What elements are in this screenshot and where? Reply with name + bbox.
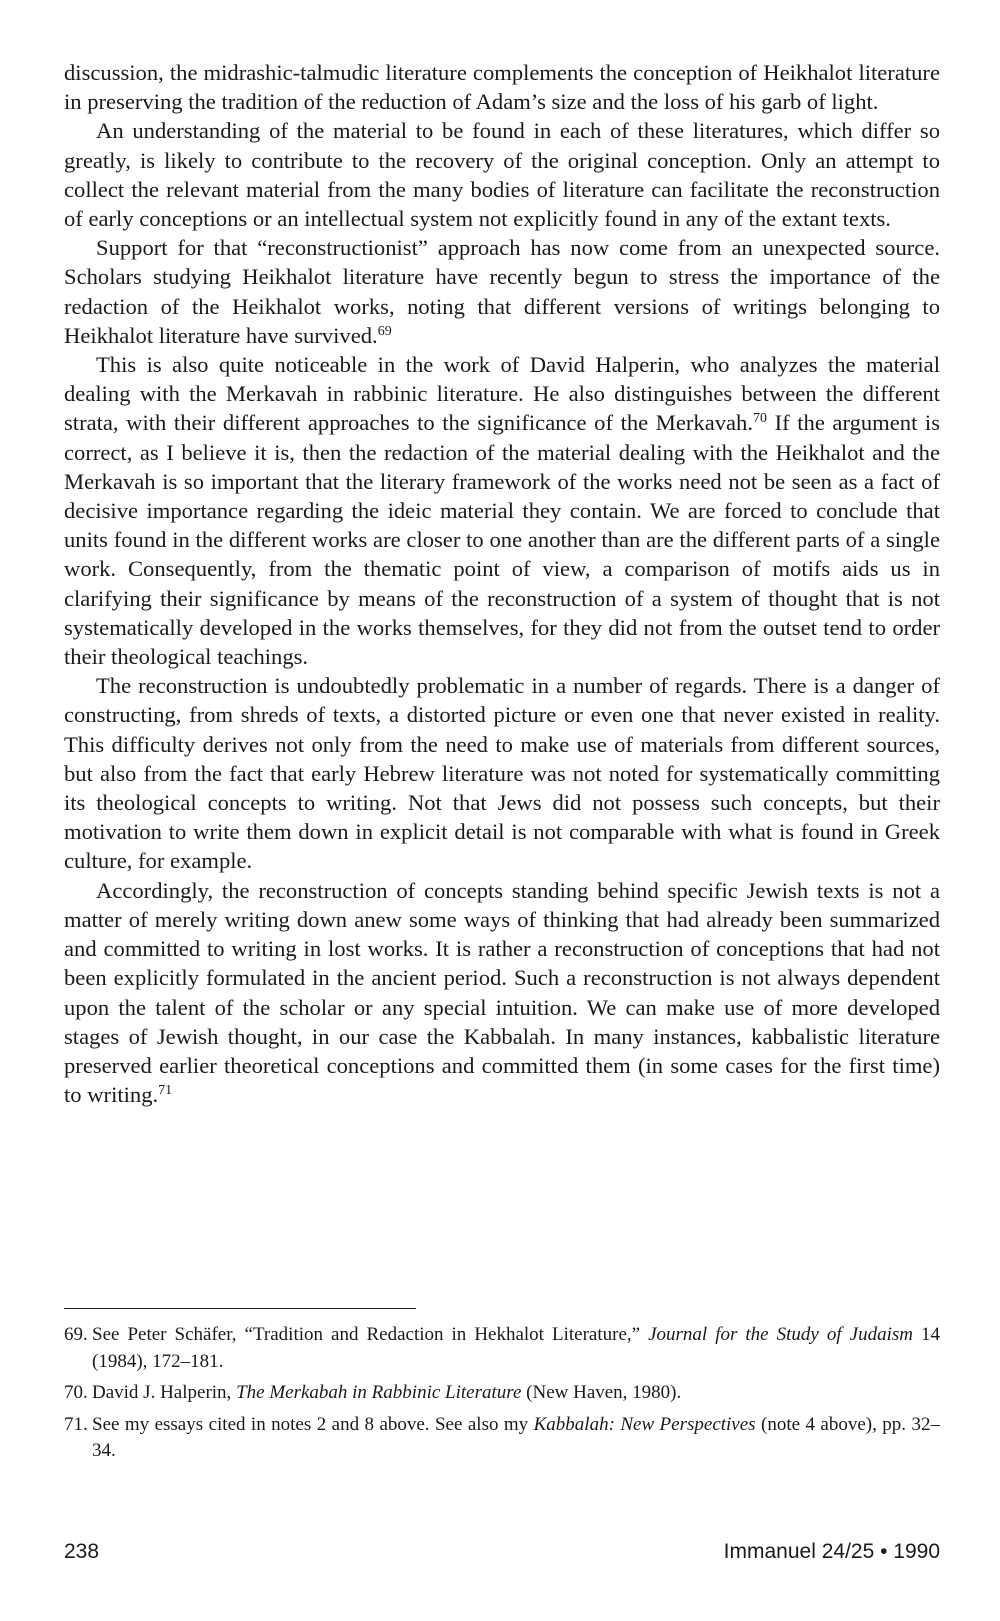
paragraph-text: discussion, the midrashic-talmudic literature complements the conception of Heikhalot literature in preserving the tradition of the reduction of Adam’s size and the loss of his garb of light. <box>64 60 940 115</box>
footnote-number: 69. <box>64 1324 88 1345</box>
footnote-text <box>92 1380 940 1407</box>
paragraph-text: The reconstruction is undoubtedly problematic in a number of regards. There is a danger of constructing, from shreds of texts, a distorted picture or even one that never existed in reality. This difficulty derives not only from the need to make use of materials from different sources, but also from the fact that early Hebrew literature was not noted for systematically committing its theological concepts to writing. Not that Jews did not possess such concepts, but their motivation to write them down in explicit detail is not comparable with what is found in Greek culture, for example. <box>64 673 940 874</box>
paragraph-3 <box>64 233 940 350</box>
footnote-ref-69[interactable]: 69 <box>377 323 392 339</box>
footnote-number: 71. <box>64 1413 88 1435</box>
paragraph-text: Accordingly, the reconstruction of concepts standing behind specific Jewish texts is not a matter of merely writing down anew some ways of thinking that had already been summarized and committed to writing in lost works. It is rather a reconstruction of conceptions that had not been explicitly formulated in the ancient period. Such a reconstruction is not always dependent upon the talent of the scholar or any special intuition. We can make use of more developed stages of Jewish thought, in our case the Kabbalah. In many instances, kabbalistic literature preserved earlier theoretical conceptions and committed them (in some cases for the first time) to writing. <box>64 877 940 1108</box>
footnote-text <box>92 1412 940 1465</box>
paragraph-text: An understanding of the material to be found in each of these literatures, which differ so greatly, is likely to contribute to the recovery of the original conception. Only an attempt to collect the relevant material from the many bodies of literature can facilitate the reconstruction of early conceptions or an intellectual system not explicitly found in any of the extant texts. <box>64 118 940 232</box>
paragraph-4 <box>64 350 940 671</box>
page-number: 238 <box>64 1540 100 1563</box>
footnote-part: (New Haven, 1980). <box>521 1382 682 1403</box>
footnotes <box>64 1322 940 1470</box>
paragraph-5 <box>64 671 940 875</box>
footnote-title: Journal for the Study of Judaism <box>648 1324 913 1345</box>
paragraph-text: Support for that “reconstructionist” approach has now come from an unexpected source. Scholars studying Heikhalot literature have recently begun to stress the importance of the redaction of the Heikhalot works, noting that different versions of writings belonging to Heikhalot literature have survived. <box>64 235 940 348</box>
footnote-ref-70[interactable]: 70 <box>753 411 768 427</box>
paragraph-1 <box>64 58 940 116</box>
paragraph-text-continued: If the argument is correct, as I believe it is, then the redaction of the material dealing with the Heikhalot and the Merkavah is so important that the literary framework of the works need not be seen as a fact of decisive importance regarding the ideic material they contain. We are forced to conclude that units found in the different works are closer to one another than are the different parts of a single work. Consequently, from the thematic point of view, a comparison of motifs aids us in clarifying their significance by means of the reconstruction of a system of thought that is not systematically developed in the works themselves, for they did not from the outset tend to order their theological teachings. <box>64 410 941 670</box>
footnote-ref-71[interactable]: 71 <box>158 1083 173 1099</box>
footnote-71 <box>64 1412 940 1465</box>
footnote-part: 14 (1984), 172–181. <box>92 1324 941 1372</box>
paragraph-text: This is also quite noticeable in the work of David Halperin, who analyzes the material dealing with the Merkavah in rabbinic literature. He also distinguishes between the different strata, with their different approaches to the significance of the Merkavah. <box>64 352 940 436</box>
footnote-part: See my essays cited in notes 2 and 8 above. See also my <box>92 1413 534 1435</box>
footnote-title: Kabbalah: New Perspectives <box>533 1413 756 1435</box>
main-text <box>64 58 940 1109</box>
footnote-part: David J. Halperin, <box>92 1382 237 1403</box>
footnote-title: The Merkabah in Rabbinic Literature <box>236 1382 522 1403</box>
footnote-70 <box>64 1380 940 1407</box>
paragraph-2 <box>64 116 940 233</box>
journal-citation: Immanuel 24/25 • 1990 <box>723 1540 940 1563</box>
footnote-text <box>92 1322 940 1375</box>
footnote-divider <box>64 1308 416 1309</box>
footnote-69 <box>64 1322 940 1375</box>
footnote-number: 70. <box>64 1382 88 1403</box>
footnote-part: (note 4 above), pp. 32–34. <box>92 1413 940 1461</box>
footnote-part: See Peter Schäfer, “Tradition and Redaction in Hekhalot Literature,” <box>92 1324 649 1345</box>
paragraph-6 <box>64 876 940 1110</box>
